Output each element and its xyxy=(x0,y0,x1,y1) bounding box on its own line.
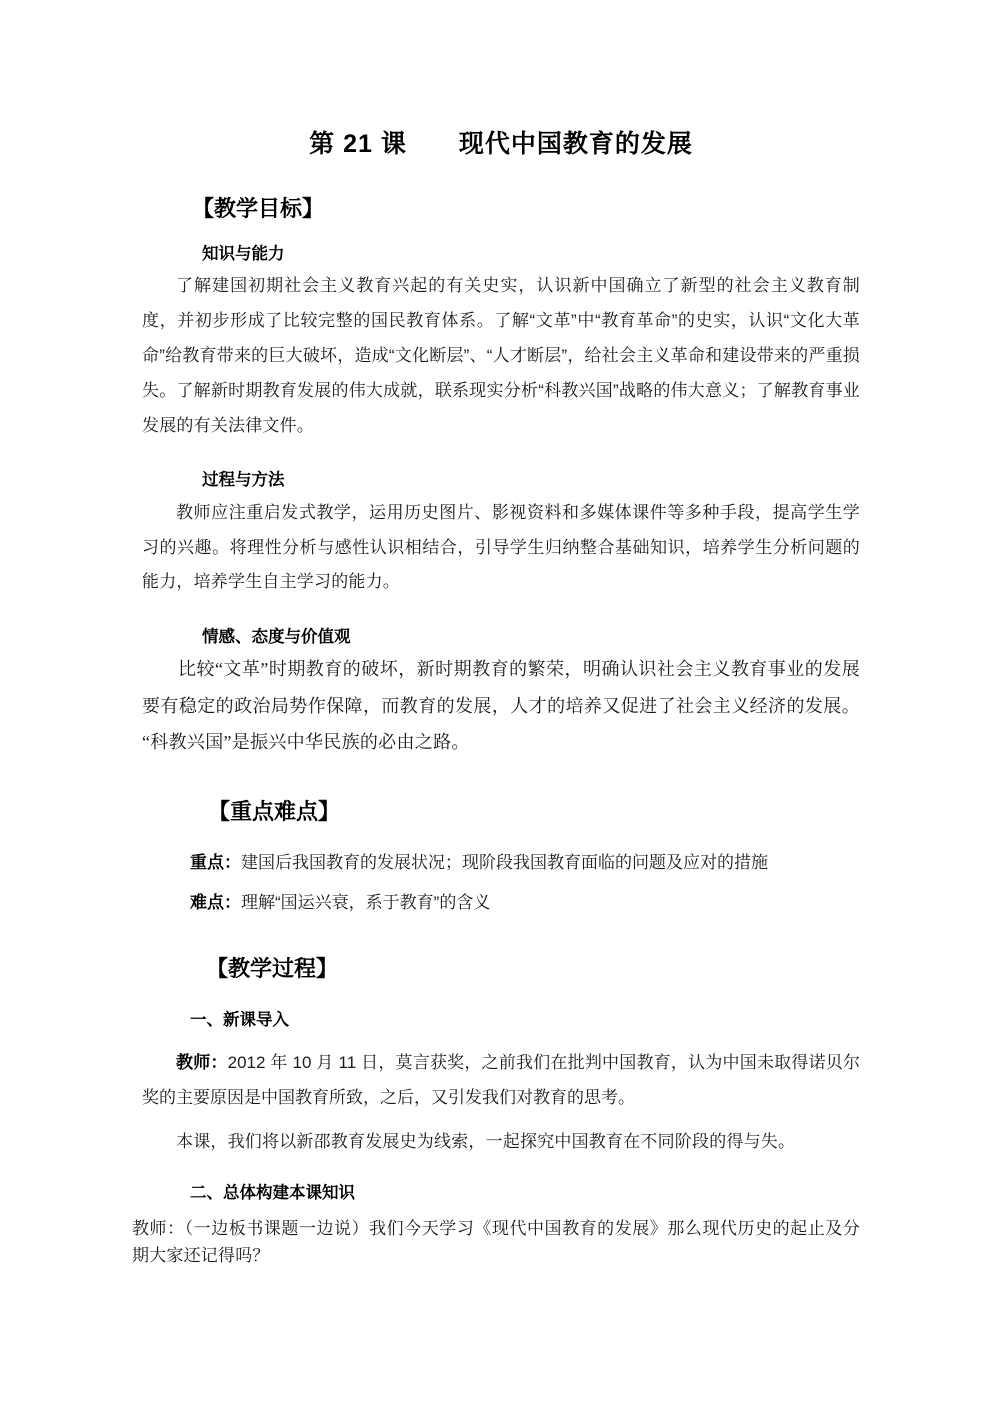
key-point-focus-text: 建国后我国教育的发展状况；现阶段我国教育面临的问题及应对的措施 xyxy=(241,853,768,873)
key-point-difficulty-text: 理解“国运兴衰，系于教育”的含义 xyxy=(241,893,491,913)
paragraph-step-two-body: 教师：（一边板书课题一边说）我们今天学习《现代中国教育的发展》那么现代历史的起止及分期大家还记得吗？ xyxy=(132,1218,860,1266)
key-point-difficulty-line xyxy=(142,880,860,920)
teacher-intro-text: 2012 年 10 月 11 日，莫言获奖，之前我们在批判中国教育，认为中国未取得诺贝尔奖的主要原因是中国教育所致，之后，又引发我们对教育的思考。 xyxy=(142,1052,860,1107)
document-content xyxy=(132,0,860,1270)
subheading-emotion-attitude-values: 情感、态度与价值观 xyxy=(202,628,351,647)
key-point-focus-line xyxy=(142,828,860,880)
page-title: 第 21 课 现代中国教育的发展 xyxy=(309,130,693,158)
key-point-focus-label: 重点： xyxy=(190,853,241,873)
section-heading-key-difficulties: 【重点难点】 xyxy=(208,799,341,825)
subheading-knowledge-ability: 知识与能力 xyxy=(202,244,285,263)
paragraph-lesson-thread: 本课，我们将以新邵教育发展史为线索，一起探究中国教育在不同阶段的得与失。 xyxy=(176,1132,796,1152)
paragraph-knowledge-ability: 了解建国初期社会主义教育兴起的有关史实，认识新中国确立了新型的社会主义教育制度，并初步形成了比较完整的国民教育体系。了解“文革”中“教育革命”的史实，认识“文化大革命”给教育带来的巨大破坏，造成“文化断层”、“人才断层”，给社会主义革命和建设带来的严重损失。了解新时期教育发展的伟大成就，联系现实分析“科教兴国”战略的伟大意义；了解教育事业发展的有关法律文件。 xyxy=(142,276,860,435)
key-point-difficulty-label: 难点： xyxy=(190,893,241,913)
section-heading-teaching-process: 【教学过程】 xyxy=(206,956,339,982)
subheading-step-one: 一、新课导入 xyxy=(190,1011,289,1030)
section-heading-objectives: 【教学目标】 xyxy=(192,195,325,221)
subheading-process-method: 过程与方法 xyxy=(202,471,285,490)
subheading-step-two: 二、总体构建本课知识 xyxy=(190,1184,355,1203)
paragraph-process-method: 教师应注重启发式教学，运用历史图片、影视资料和多媒体课件等多种手段，提高学生学习的兴趣。将理性分析与感性认识相结合，引导学生归纳整合基础知识，培养学生分析问题的能力，培养学生自主学习的能力。 xyxy=(142,502,860,592)
paragraph-emotion-attitude-values: 比较“文革”时期教育的破坏，新时期教育的繁荣，明确认识社会主义教育事业的发展要有稳定的政治局势作保障，而教育的发展，人才的培养又促进了社会主义经济的发展。“科教兴国”是振兴中华民族的必由之路。 xyxy=(142,658,860,753)
teacher-label: 教师： xyxy=(176,1052,228,1072)
paragraph-teacher-intro xyxy=(142,1034,860,1116)
